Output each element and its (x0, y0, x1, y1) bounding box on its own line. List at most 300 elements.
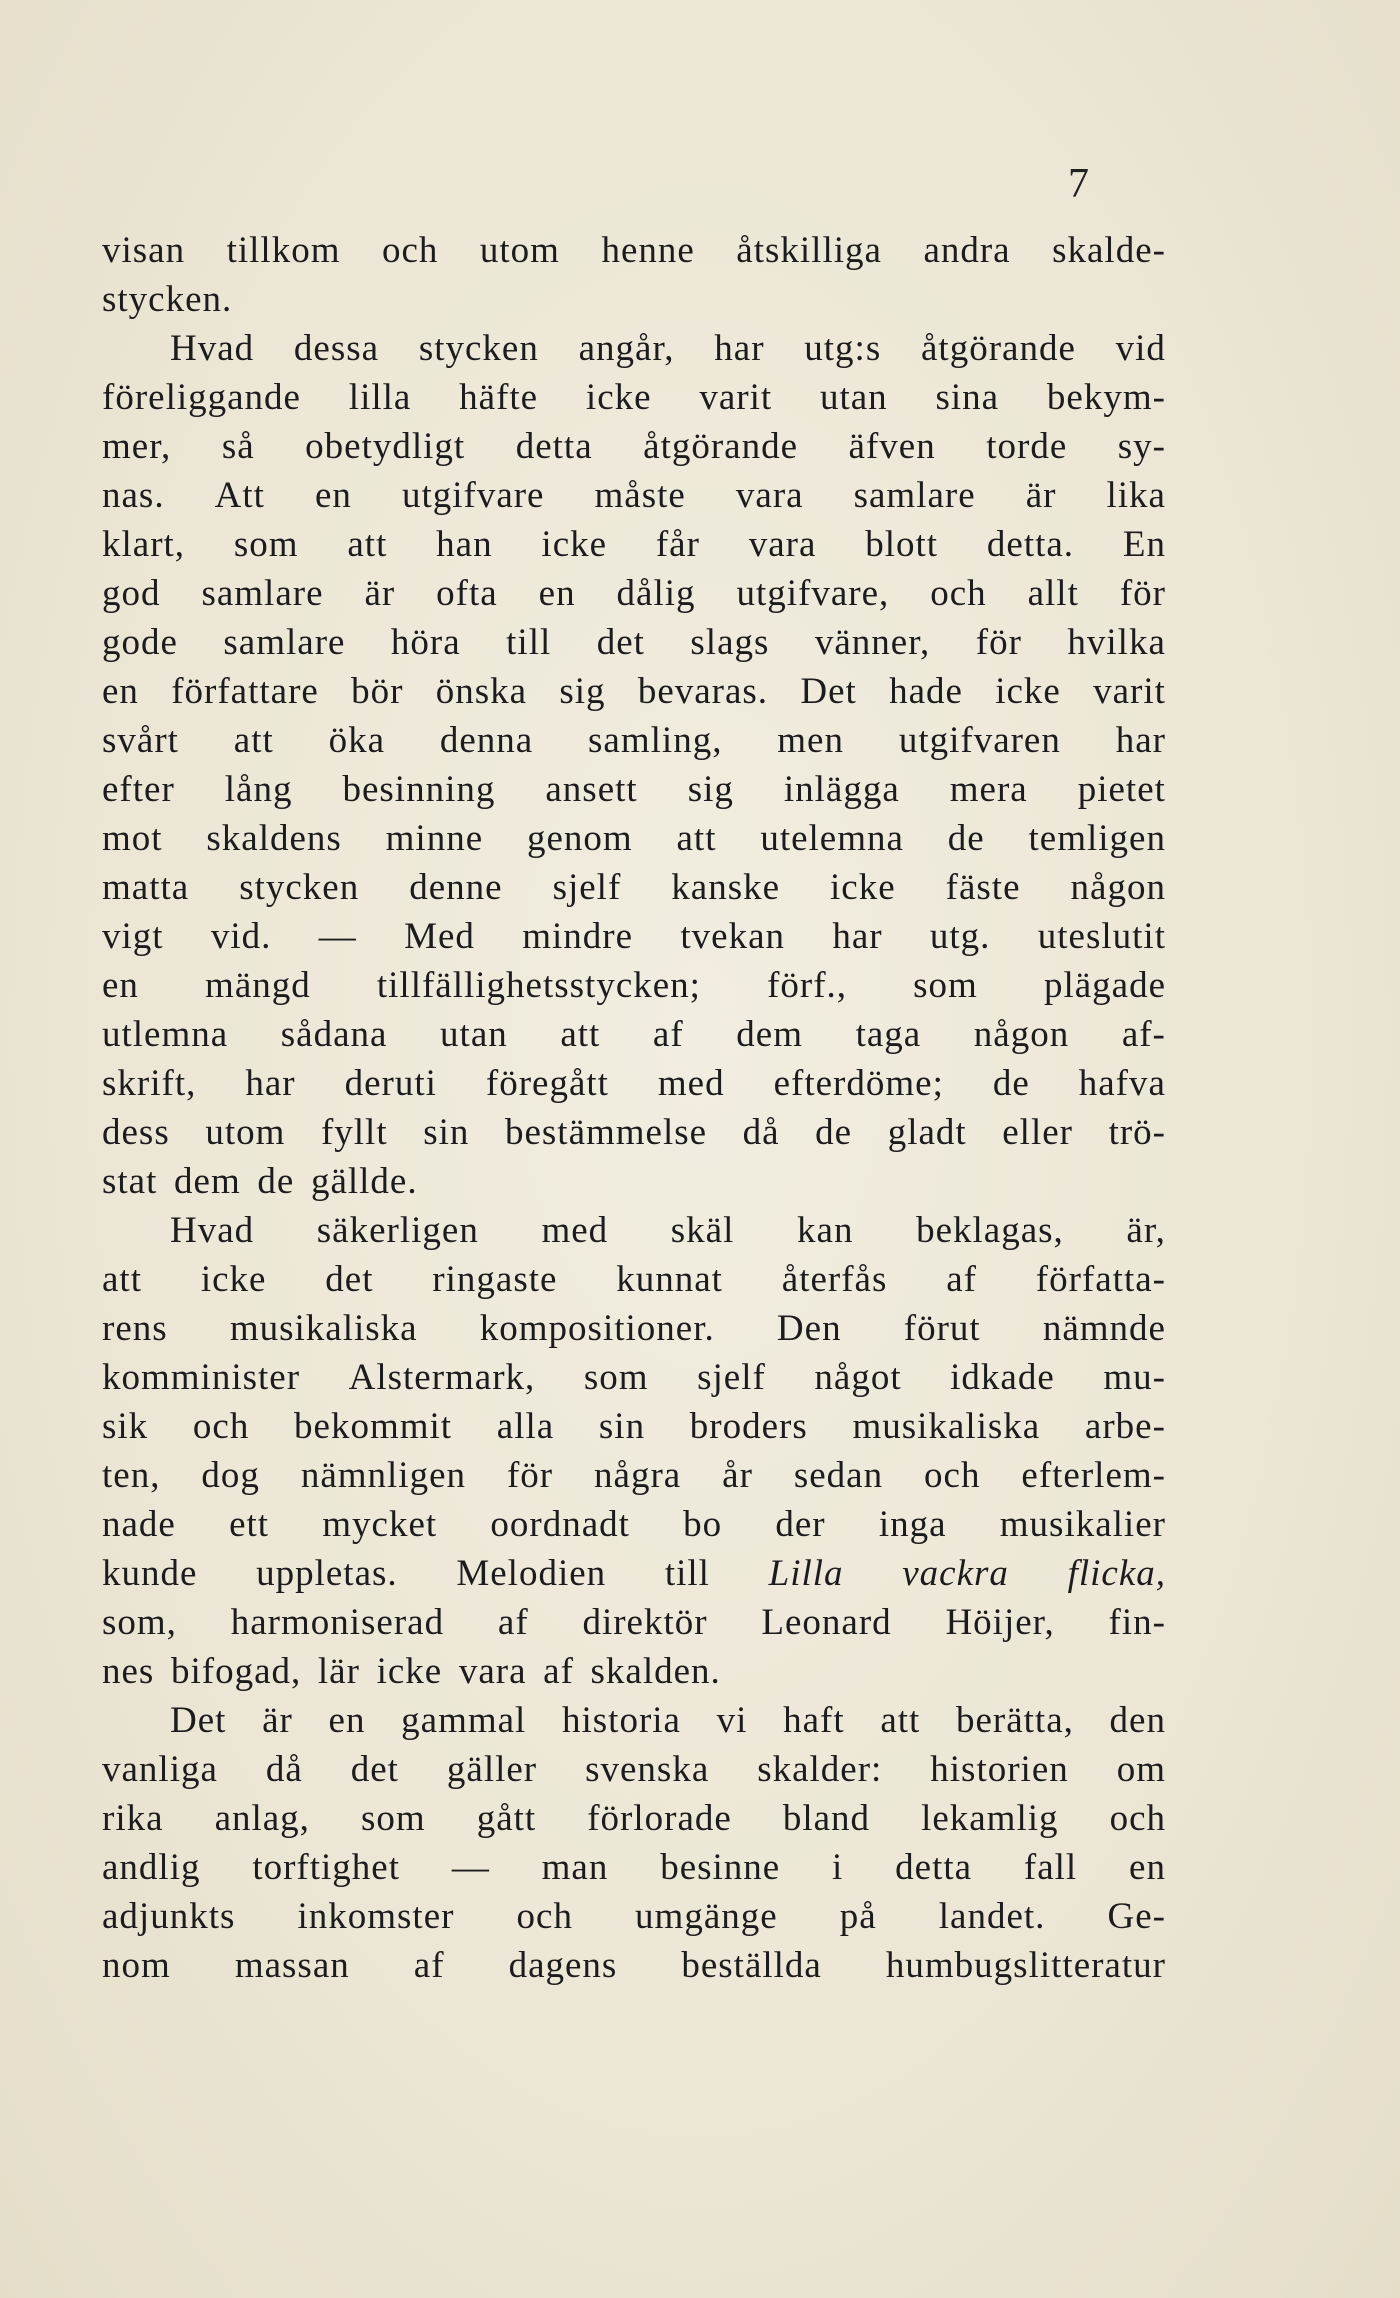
word: andlig (102, 1847, 201, 1888)
word: torde (986, 426, 1068, 467)
word: anlag, (214, 1798, 310, 1839)
word: Leonard (761, 1602, 892, 1643)
word: är (262, 1700, 293, 1741)
word: det (325, 1259, 374, 1300)
word: fyllt (320, 1112, 388, 1153)
word: gällde. (310, 1161, 418, 1202)
text-line (102, 1157, 1166, 1206)
page-number: 7 (1068, 161, 1089, 207)
word: haft (783, 1700, 845, 1741)
word: som (233, 524, 299, 565)
word: nas. (102, 475, 165, 516)
word: den (1109, 1700, 1166, 1741)
text-line (102, 1843, 1166, 1892)
word: utelemna (760, 818, 904, 859)
word: stat (102, 1161, 158, 1202)
word: god (102, 573, 161, 614)
word: får (655, 524, 700, 565)
word: har (1115, 720, 1166, 761)
word: sin (598, 1406, 646, 1447)
word: en (1129, 1847, 1166, 1888)
word: för (975, 622, 1022, 663)
word: utgifvare (401, 475, 545, 516)
word: musikalier (999, 1504, 1166, 1545)
word: sig (687, 769, 734, 810)
word: allt (1027, 573, 1079, 614)
word: och (924, 1455, 981, 1496)
word: svårt (102, 720, 179, 761)
word: umgänge (635, 1896, 778, 1937)
word: Med (404, 916, 475, 957)
word: skalder: (757, 1749, 883, 1790)
word: direktör (582, 1602, 708, 1643)
text-line (102, 1353, 1166, 1402)
text-line (102, 961, 1166, 1010)
text-line (102, 422, 1166, 471)
text-line (102, 373, 1166, 422)
word: samlare (223, 622, 346, 663)
word: flicka, (1067, 1553, 1166, 1594)
word: hade (889, 671, 963, 712)
text-line (102, 275, 1166, 324)
word: musikaliska (852, 1406, 1041, 1447)
word: vara (748, 524, 817, 565)
text-line (102, 863, 1166, 912)
word: Alstermark, (348, 1357, 536, 1398)
word: har (245, 1063, 296, 1104)
word: man (541, 1847, 609, 1888)
text-line (102, 1941, 1166, 1990)
word: sedan (793, 1455, 884, 1496)
text-line (102, 1892, 1166, 1941)
word: musikaliska (229, 1308, 418, 1349)
word: så (221, 426, 255, 467)
word: af (946, 1259, 977, 1300)
word: Höijer, (945, 1602, 1055, 1643)
text-line (102, 618, 1166, 667)
word: lilla (348, 377, 412, 418)
text-line (102, 1598, 1166, 1647)
word: ansett (545, 769, 638, 810)
word: bekommit (294, 1406, 453, 1447)
word: gått (476, 1798, 537, 1839)
word: af (543, 1651, 574, 1692)
word: deruti (344, 1063, 437, 1104)
word: temligen (1028, 818, 1166, 859)
word: inga (878, 1504, 947, 1545)
word: önska (435, 671, 528, 712)
word: nämnde (1042, 1308, 1166, 1349)
word: visan (102, 230, 186, 271)
word: år (722, 1455, 753, 1496)
text-line (102, 1745, 1166, 1794)
word: icke (376, 1651, 443, 1692)
word: utan (819, 377, 888, 418)
word: harmoniserad (230, 1602, 445, 1643)
word: svenska (585, 1749, 710, 1790)
word: beklagas, (916, 1210, 1064, 1251)
word: detta (895, 1847, 973, 1888)
word: måste (594, 475, 686, 516)
word: Att (214, 475, 265, 516)
word: nämnligen (300, 1455, 467, 1496)
word: förf., (767, 965, 848, 1006)
word: adjunkts (102, 1896, 236, 1937)
text-line (102, 912, 1166, 961)
word: taga (855, 1014, 922, 1055)
word: öka (328, 720, 386, 761)
word: är (364, 573, 396, 614)
word: att (560, 1014, 601, 1055)
word: sjelf (552, 867, 622, 908)
word: icke (541, 524, 608, 565)
word: utan (440, 1014, 508, 1055)
word: besinning (342, 769, 496, 810)
word: en (314, 475, 352, 516)
word: föregått (485, 1063, 609, 1104)
text-line (102, 1549, 1166, 1598)
word: lång (224, 769, 293, 810)
word: broders (689, 1406, 808, 1447)
text-line (102, 1402, 1166, 1451)
word: — (318, 916, 357, 957)
word: vanliga (102, 1749, 218, 1790)
word: vackra (902, 1553, 1009, 1594)
word: är (1025, 475, 1057, 516)
word: för (1119, 573, 1166, 614)
word: bifogad, (170, 1651, 302, 1692)
word: landet. (938, 1896, 1046, 1937)
word: icke (995, 671, 1061, 712)
word: sy- (1117, 426, 1166, 467)
word: Melodien (456, 1553, 607, 1594)
word: efter (102, 769, 175, 810)
word: Hvad (170, 328, 255, 369)
word: bevaras. (637, 671, 769, 712)
word: lika (1106, 475, 1166, 516)
word: vänner, (814, 622, 931, 663)
word: att (233, 720, 274, 761)
word: sjelf (697, 1357, 766, 1398)
word: de (992, 1063, 1030, 1104)
word: det (350, 1749, 399, 1790)
word: ofta (436, 573, 498, 614)
word: åtgörande (921, 328, 1076, 369)
word: uppletas. (256, 1553, 398, 1594)
word: och (381, 230, 439, 271)
text-line (102, 667, 1166, 716)
word: beställda (681, 1945, 822, 1986)
word: skalden. (590, 1651, 721, 1692)
word: af- (1121, 1014, 1166, 1055)
word: varit (1093, 671, 1166, 712)
word: blott (865, 524, 939, 565)
word: samlare (853, 475, 976, 516)
word: skaldens (206, 818, 342, 859)
word: fin- (1108, 1602, 1166, 1643)
word: de (815, 1112, 853, 1153)
word: om (1116, 1749, 1166, 1790)
word: några (594, 1455, 682, 1496)
word: dålig (616, 573, 696, 614)
word: vara (458, 1651, 527, 1692)
word: rens (102, 1308, 168, 1349)
word: utom (479, 230, 560, 271)
word: denna (439, 720, 534, 761)
word: som (583, 1357, 649, 1398)
word: åtskilliga (736, 230, 882, 271)
word: arbe- (1084, 1406, 1166, 1447)
text-line (102, 1696, 1166, 1745)
word: Ge- (1107, 1896, 1166, 1937)
word: dagens (508, 1945, 618, 1986)
word: af (413, 1945, 445, 1986)
word: gammal (401, 1700, 527, 1741)
word: bekym- (1046, 377, 1166, 418)
word: då (265, 1749, 303, 1790)
word: för (506, 1455, 554, 1496)
word: uteslutit (1037, 916, 1166, 957)
word: att (102, 1259, 142, 1300)
word: efterdöme; (773, 1063, 944, 1104)
word: de (947, 818, 985, 859)
word: Det (800, 671, 857, 712)
word: i (832, 1847, 844, 1888)
word: dog (201, 1455, 260, 1496)
word: som (360, 1798, 426, 1839)
word: varit (699, 377, 773, 418)
word: oordnadt (490, 1504, 630, 1545)
word: sik (102, 1406, 149, 1447)
word: sig (559, 671, 606, 712)
word: en (102, 671, 139, 712)
word: bestämmelse (504, 1112, 708, 1153)
word: samlare (201, 573, 324, 614)
word: till (664, 1553, 710, 1594)
word: rika (102, 1798, 164, 1839)
word: en (328, 1700, 366, 1741)
word: utg. (929, 916, 991, 957)
word: bland (782, 1798, 871, 1839)
word: historia (562, 1700, 681, 1741)
text-line (102, 520, 1166, 569)
word: med (657, 1063, 725, 1104)
word: historien (930, 1749, 1069, 1790)
text-line (102, 226, 1166, 275)
word: han (436, 524, 493, 565)
word: föreliggande (102, 377, 301, 418)
word: berätta, (955, 1700, 1074, 1741)
word: eller (1002, 1112, 1073, 1153)
word: hafva (1078, 1063, 1166, 1104)
word: något (814, 1357, 902, 1398)
word: mer, (102, 426, 172, 467)
word: En (1122, 524, 1166, 565)
word: komminister (102, 1357, 301, 1398)
word: författare (171, 671, 319, 712)
word: utg:s (804, 328, 882, 369)
word: som (913, 965, 978, 1006)
word: då (742, 1112, 780, 1153)
text-line (102, 1451, 1166, 1500)
word: fall (1023, 1847, 1078, 1888)
word: äfven (848, 426, 936, 467)
word: häfte (459, 377, 539, 418)
word: inkomster (297, 1896, 455, 1937)
word: vid. (210, 916, 272, 957)
word: de (257, 1161, 295, 1202)
text-line (102, 1108, 1166, 1157)
text-line (102, 765, 1166, 814)
word: förut (903, 1308, 981, 1349)
word: vigt (102, 916, 164, 957)
word: hvilka (1067, 622, 1166, 663)
word: på (839, 1896, 877, 1937)
word: nade (102, 1504, 176, 1545)
text-line (102, 1010, 1166, 1059)
word: en (538, 573, 576, 614)
text-line (102, 324, 1166, 373)
text-line (102, 1647, 1166, 1696)
word: tvekan (680, 916, 785, 957)
word: sådana (280, 1014, 388, 1055)
word: att (880, 1700, 921, 1741)
word: fäste (945, 867, 1021, 908)
word: henne (601, 230, 695, 271)
word: angår, (578, 328, 675, 369)
word: af (652, 1014, 684, 1055)
word: gäller (446, 1749, 538, 1790)
word: någon (1070, 867, 1166, 908)
word: en (102, 965, 139, 1006)
text-line (102, 1794, 1166, 1843)
word: mindre (522, 916, 634, 957)
word: kompositioner. (479, 1308, 715, 1349)
word: icke (200, 1259, 267, 1300)
word: utlemna (102, 1014, 229, 1055)
word: författa- (1035, 1259, 1166, 1300)
word: mu- (1103, 1357, 1166, 1398)
word: detta. (986, 524, 1075, 565)
word: och (192, 1406, 250, 1447)
word: icke (830, 867, 896, 908)
word: vi (716, 1700, 748, 1741)
word: icke (585, 377, 652, 418)
word: förlorade (587, 1798, 732, 1839)
word: idkade (950, 1357, 1055, 1398)
word: mot (102, 818, 163, 859)
word: utgifvare, (736, 573, 890, 614)
text-line (102, 1059, 1166, 1108)
word: massan (234, 1945, 350, 1986)
word: torftighet (252, 1847, 400, 1888)
word: nom (102, 1945, 171, 1986)
word: alla (496, 1406, 555, 1447)
word: sin (423, 1112, 470, 1153)
word: der (775, 1504, 826, 1545)
word: utgifvaren (898, 720, 1061, 761)
word: skalde- (1052, 230, 1166, 271)
word: denne (409, 867, 503, 908)
word: gode (102, 622, 178, 663)
word: genom (526, 818, 633, 859)
word: dess (102, 1112, 170, 1153)
word: sina (935, 377, 1000, 418)
word: med (541, 1210, 609, 1251)
word: säkerligen (316, 1210, 479, 1251)
word: har (714, 328, 765, 369)
word: lekamlig (921, 1798, 1059, 1839)
word: är, (1126, 1210, 1166, 1251)
word: och (930, 573, 987, 614)
word: Den (776, 1308, 842, 1349)
word: utom (205, 1112, 286, 1153)
text-line (102, 471, 1166, 520)
word: kan (797, 1210, 854, 1251)
word: att (347, 524, 388, 565)
word: åtgörande (643, 426, 799, 467)
word: klart, (102, 524, 186, 565)
word: obetydligt (305, 426, 466, 467)
word: tillkom (226, 230, 341, 271)
word: som, (102, 1602, 177, 1643)
word: — (451, 1847, 490, 1888)
word: pietet (1077, 769, 1166, 810)
word: detta (515, 426, 593, 467)
word: gladt (887, 1112, 967, 1153)
word: slags (690, 622, 770, 663)
text-line (102, 1255, 1166, 1304)
word: mycket (322, 1504, 438, 1545)
word: bör (351, 671, 404, 712)
word: ett (229, 1504, 270, 1545)
word: mera (949, 769, 1028, 810)
word: mängd (205, 965, 311, 1006)
word: stycken (418, 328, 539, 369)
word: nes (102, 1651, 155, 1692)
word: Lilla (768, 1553, 844, 1594)
word: af (497, 1602, 529, 1643)
word: trö- (1108, 1112, 1166, 1153)
text-line (102, 569, 1166, 618)
word: dessa (293, 328, 380, 369)
text-line (102, 1500, 1166, 1549)
word: kunnat (616, 1259, 723, 1300)
word: skrift, (102, 1063, 197, 1104)
word: ten, (102, 1455, 161, 1496)
word: kanske (671, 867, 781, 908)
word: dem (174, 1161, 241, 1202)
word: tillfällighetsstycken; (376, 965, 701, 1006)
body-text (102, 226, 1166, 1990)
word: Det (170, 1700, 227, 1741)
word: stycken. (102, 279, 233, 320)
word: samling, (588, 720, 723, 761)
word: det (596, 622, 645, 663)
word: inlägga (783, 769, 900, 810)
word: stycken (239, 867, 360, 908)
word: andra (923, 230, 1011, 271)
word: och (1109, 1798, 1166, 1839)
word: humbugslitteratur (885, 1945, 1166, 1986)
text-line (102, 1206, 1166, 1255)
word: vid (1115, 328, 1166, 369)
text-line (102, 1304, 1166, 1353)
word: lär (317, 1651, 360, 1692)
word: höra (390, 622, 461, 663)
word: någon (973, 1014, 1070, 1055)
word: skäl (670, 1210, 735, 1251)
